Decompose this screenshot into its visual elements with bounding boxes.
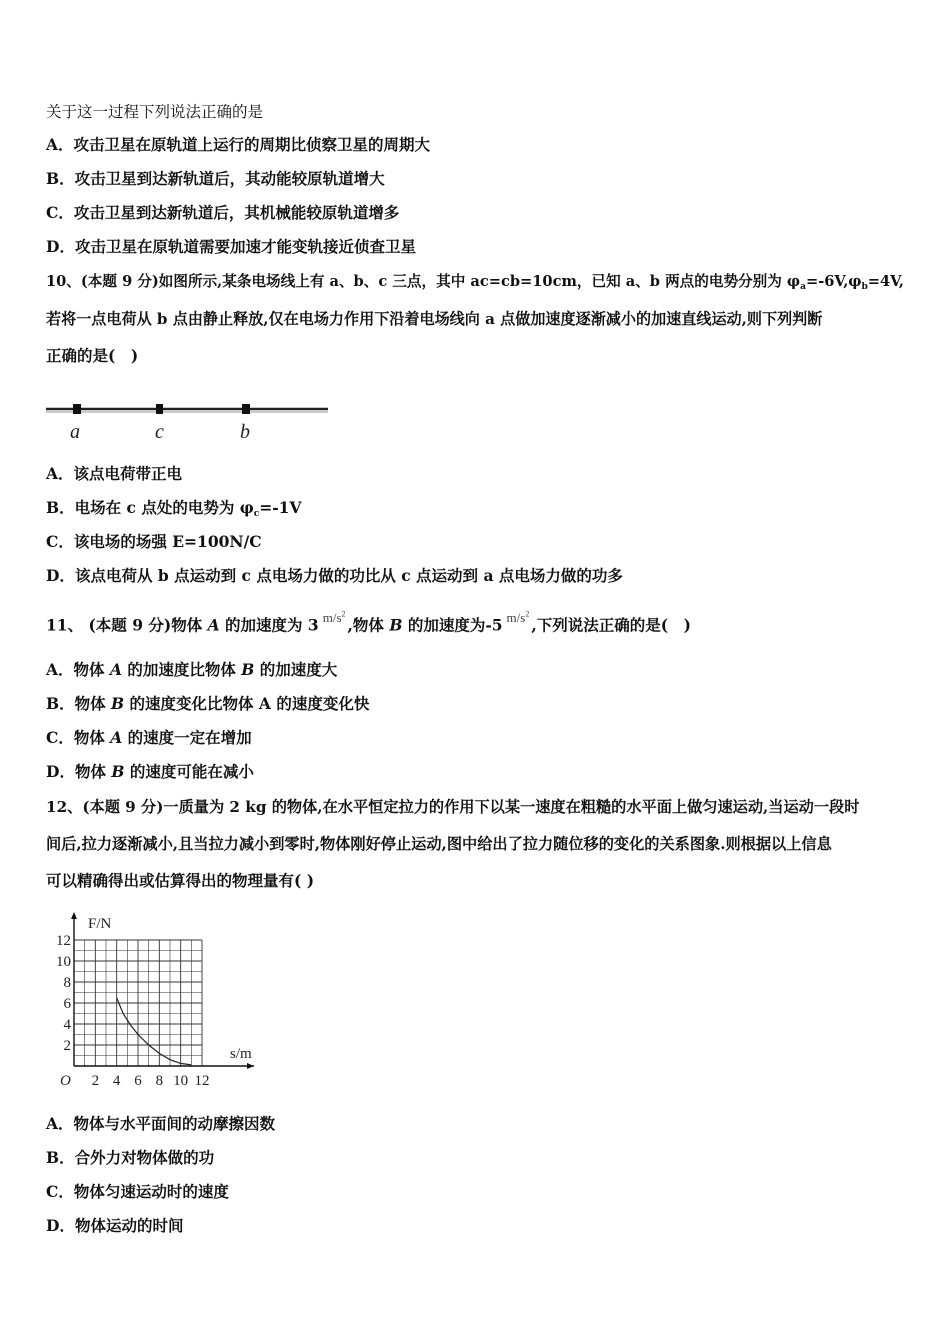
option-label: D． <box>46 237 75 256</box>
q9-option-d <box>46 237 416 257</box>
y-tick-label: 2 <box>63 1038 71 1054</box>
q10-option-d <box>46 566 623 586</box>
force-curve <box>117 998 192 1065</box>
q11-option-b <box>46 694 369 714</box>
y-tick-label: 4 <box>63 1017 71 1033</box>
point-a-label: a <box>70 421 80 443</box>
option-text: 该点电荷带正电 <box>73 464 183 483</box>
q12-stem-line2: 间后,拉力逐渐减小,且当拉力减小到零时,物体刚好停止运动,图中给出了拉力随位移的变化的关系图象.则根据以上信息 <box>46 835 832 853</box>
option-text: 的速度变化比物体 A 的速度变化快 <box>124 694 370 713</box>
option-text: =-1V <box>259 498 302 517</box>
option-text: 攻击卫星到达新轨道后，其动能较原轨道增大 <box>74 169 385 188</box>
option-text: 的速度可能在减小 <box>124 762 254 781</box>
q10-sub-a: a <box>800 282 806 292</box>
option-text: 电场在 c 点处的电势为 φ <box>74 498 254 517</box>
option-label: D． <box>46 762 75 781</box>
q10-text: =-6V,φ <box>805 273 862 290</box>
point-c-label: c <box>155 421 164 443</box>
q11-var-a: A <box>207 615 220 635</box>
option-label: B． <box>46 1148 75 1167</box>
point-b-label: b <box>240 421 250 443</box>
point-b-marker <box>242 404 250 414</box>
q10-stem-line2: 若将一点电荷从 b 点由静止释放,仅在电场力作用下沿着电场线向 a 点做加速度逐渐减小的加速直线运动,则下列判断 <box>46 310 823 328</box>
option-label: C． <box>46 532 74 551</box>
q9-option-b <box>46 169 385 189</box>
y-tick-labels <box>56 933 72 1054</box>
q10-option-c <box>46 532 262 552</box>
q11-option-d <box>46 762 254 782</box>
unit-sup: 2 <box>525 610 530 619</box>
y-tick-label: 12 <box>56 933 71 949</box>
q11-text: ,物体 <box>347 615 390 635</box>
unit-sup: 2 <box>341 610 346 619</box>
unit-text: m/s <box>506 610 526 626</box>
q11-text: ,下列说法正确的是( ) <box>531 615 691 635</box>
option-label: B． <box>46 498 75 517</box>
point-a-marker <box>73 404 81 414</box>
q11-var-b: B <box>389 615 403 635</box>
x-tick-label: 8 <box>155 1073 164 1089</box>
force-displacement-chart <box>40 906 280 1092</box>
y-tick-label: 8 <box>63 975 71 991</box>
option-text: 物体 <box>73 728 111 747</box>
q11-unit-2 <box>507 610 530 625</box>
q11-text: 的加速度为-5 <box>402 615 503 635</box>
option-text: 的加速度比物体 <box>121 660 242 679</box>
q12-stem-line1: 12、(本题 9 分)一质量为 2 kg 的物体,在水平恒定拉力的作用下以某一速度在粗糙的水平面上做匀速运动,当运动一段时 <box>46 798 860 816</box>
option-text: 该电场的场强 E=100N/C <box>73 532 262 551</box>
y-axis-arrow <box>71 912 77 919</box>
x-tick-labels <box>92 1073 210 1089</box>
option-sub: c <box>253 509 260 519</box>
option-label: B． <box>46 169 75 188</box>
q12-option-d <box>46 1216 183 1236</box>
option-text: 物体与水平面间的动摩擦因数 <box>73 1114 276 1133</box>
option-var: B <box>111 762 125 781</box>
point-c-marker <box>156 404 163 414</box>
q10-sub-b: b <box>861 282 868 292</box>
field-line-figure <box>40 396 340 446</box>
q10-option-b <box>46 498 301 524</box>
y-tick-label: 6 <box>63 996 71 1012</box>
option-text: 的加速度大 <box>254 660 338 679</box>
x-tick-label: 6 <box>134 1073 142 1089</box>
option-label: A． <box>46 464 74 483</box>
q11-stem <box>46 610 691 636</box>
option-text: 攻击卫星在原轨道需要加速才能变轨接近侦查卫星 <box>74 237 416 256</box>
q11-option-c <box>46 728 252 748</box>
option-text: 攻击卫星到达新轨道后，其机械能较原轨道增多 <box>73 203 400 222</box>
y-axis-label: F/N <box>88 916 112 932</box>
option-text: 的速度一定在增加 <box>122 728 252 747</box>
option-label: C． <box>46 203 74 222</box>
q11-option-a <box>46 660 337 680</box>
q9-option-c <box>46 203 399 223</box>
option-text: 物体 <box>74 694 112 713</box>
chart-grid <box>74 940 202 1066</box>
q10-option-a <box>46 464 182 484</box>
option-var: B <box>241 660 255 679</box>
option-var: A <box>110 728 123 747</box>
q11-text: 11、 (本题 9 分)物体 <box>46 615 208 635</box>
option-label: A． <box>46 135 74 154</box>
option-text: 攻击卫星在原轨道上运行的周期比侦察卫星的周期大 <box>73 135 431 154</box>
option-var: A <box>109 660 122 679</box>
origin-label: O <box>60 1073 71 1089</box>
x-axis-label: s/m <box>230 1046 252 1062</box>
x-tick-label: 10 <box>173 1073 189 1089</box>
y-tick-label: 10 <box>56 954 71 970</box>
q12-option-b <box>46 1148 214 1168</box>
option-var: B <box>111 694 125 713</box>
x-tick-label: 12 <box>194 1073 210 1089</box>
q11-unit-1 <box>323 610 346 625</box>
option-text: 该点电荷从 b 点运动到 c 点电场力做的功比从 c 点运动到 a 点电场力做的功多 <box>74 566 623 585</box>
option-label: A． <box>46 660 74 679</box>
q11-text: 的加速度为 3 <box>219 615 319 635</box>
q10-stem-line3: 正确的是( ) <box>46 346 139 365</box>
option-text: 物体运动的时间 <box>74 1216 184 1235</box>
option-text: 物体 <box>73 660 110 679</box>
q12-option-c <box>46 1182 229 1202</box>
q12-stem-line3: 可以精确得出或估算得出的物理量有( ) <box>46 871 315 890</box>
option-label: A． <box>46 1114 74 1133</box>
option-label: B． <box>46 694 75 713</box>
q9-stem: 关于这一过程下列说法正确的是 <box>46 103 264 121</box>
unit-text: m/s <box>322 610 342 626</box>
option-text: 物体匀速运动时的速度 <box>73 1182 229 1201</box>
q10-text: 10、(本题 9 分)如图所示,某条电场线上有 a、b、c 三点，其中 ac=cb=10cm，已知 a、b 两点的电势分别为 φ <box>46 273 801 290</box>
x-tick-label: 4 <box>112 1073 121 1089</box>
x-axis-arrow <box>247 1063 254 1069</box>
q10-text: =4V, <box>867 273 905 290</box>
q9-option-a <box>46 135 430 155</box>
option-label: C． <box>46 728 74 747</box>
option-label: D． <box>46 1216 75 1235</box>
q10-stem-line1 <box>46 272 904 297</box>
option-text: 合外力对物体做的功 <box>74 1148 215 1167</box>
option-label: D． <box>46 566 75 585</box>
q12-option-a <box>46 1114 275 1134</box>
x-tick-label: 2 <box>91 1073 100 1089</box>
option-label: C． <box>46 1182 74 1201</box>
option-text: 物体 <box>74 762 112 781</box>
